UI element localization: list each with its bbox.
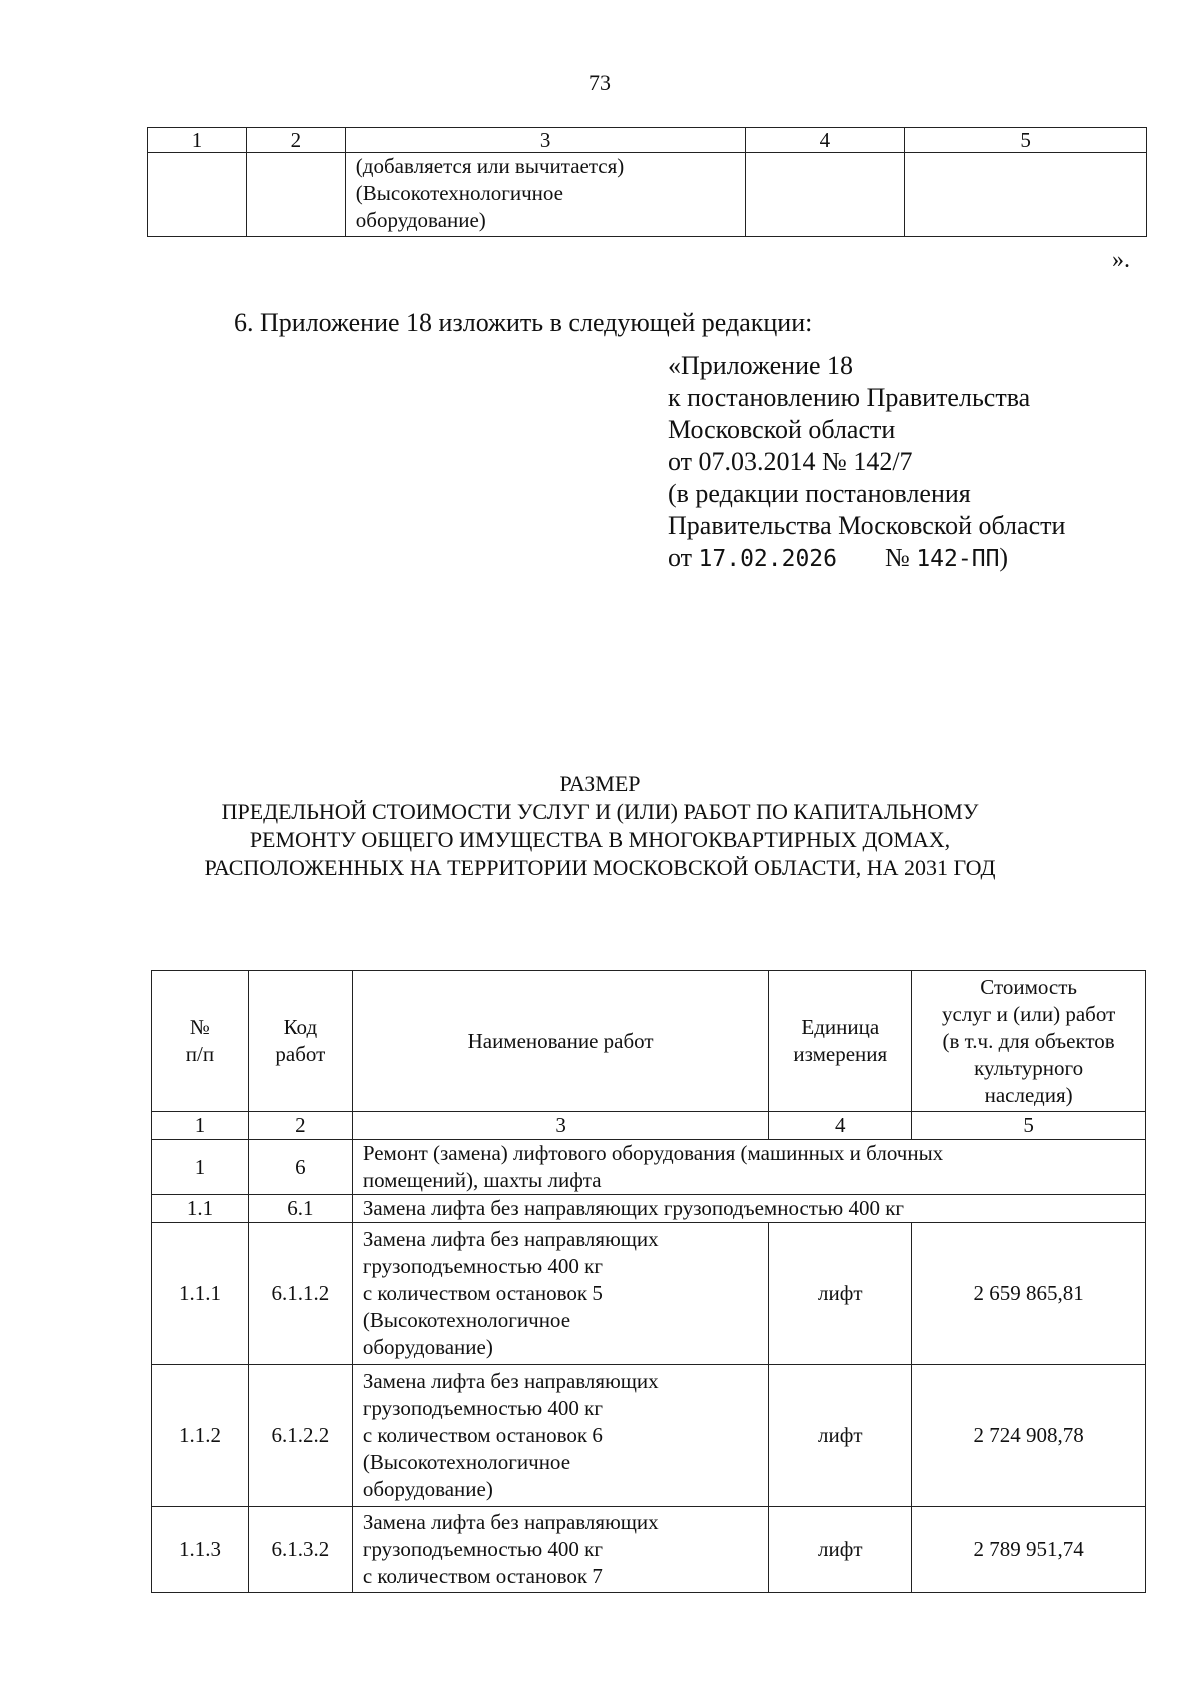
header-line: услуг и (или) работ	[942, 1001, 1116, 1026]
text-line: грузоподъемностью 400 кг	[362, 1396, 603, 1420]
text-line: (Высокотехнологичное	[362, 1450, 571, 1474]
document-title	[0, 770, 1200, 882]
appendix-line: к постановлению Правительства	[668, 383, 1031, 412]
header-line: п/п	[185, 1042, 215, 1066]
text-line: помещений), шахты лифта	[362, 1168, 602, 1192]
numbering-cell: 5	[912, 1112, 1146, 1140]
header-line: наследия)	[984, 1082, 1073, 1107]
row-unit: лифт	[769, 1223, 912, 1365]
cost-table	[151, 970, 1146, 1593]
header-cell: 5	[905, 128, 1147, 153]
header-cell: 3	[345, 128, 745, 153]
appendix-reference	[668, 350, 1065, 575]
text-line: (Высокотехнологичное	[355, 181, 563, 205]
text-line: Замена лифта без направляющих	[362, 1369, 659, 1393]
row-unit: лифт	[769, 1507, 912, 1593]
table-row	[152, 1365, 1146, 1507]
table-cell	[905, 153, 1147, 237]
numbering-cell: 3	[352, 1112, 769, 1140]
header-line: культурного	[974, 1055, 1084, 1080]
text-line: с количеством остановок 6	[362, 1423, 603, 1447]
work-name-cell	[352, 1365, 769, 1507]
numbering-cell: 2	[248, 1112, 352, 1140]
date-prefix: от	[668, 543, 699, 572]
subsection-name: Замена лифта без направляющих грузоподъемностью 400 кг	[352, 1195, 1145, 1223]
row-cost: 2 789 951,74	[912, 1507, 1146, 1593]
header-cost	[912, 971, 1146, 1112]
row-code: 6.1.1.2	[248, 1223, 352, 1365]
header-line: Код	[283, 1015, 318, 1039]
date-stamp: 17.02.2026	[698, 546, 838, 572]
continued-table-row	[148, 153, 1147, 237]
header-num	[152, 971, 249, 1112]
row-code: 6.1	[248, 1195, 352, 1223]
number-stamp: 142-ПП	[916, 546, 1000, 572]
numbering-cell: 1	[152, 1112, 249, 1140]
subsection-row	[152, 1195, 1146, 1223]
table-cell	[148, 153, 247, 237]
section-row	[152, 1140, 1146, 1195]
numbering-cell: 4	[769, 1112, 912, 1140]
appendix-line: (в редакции постановления	[668, 479, 971, 508]
row-num: 1.1.3	[152, 1507, 249, 1593]
text-line: с количеством остановок 7	[362, 1564, 603, 1588]
header-unit	[769, 971, 912, 1112]
text-line: Ремонт (замена) лифтового оборудования (машинных и блочных	[362, 1141, 944, 1165]
appendix-line: Московской области	[668, 415, 896, 444]
header-cell: 4	[745, 128, 905, 153]
header-line: №	[189, 1015, 210, 1039]
header-code	[248, 971, 352, 1112]
text-line: оборудование)	[362, 1477, 493, 1501]
header-line: Единица	[801, 1015, 880, 1039]
row-code: 6	[248, 1140, 352, 1195]
number-prefix: №	[885, 543, 917, 572]
header-line: работ	[275, 1042, 326, 1066]
row-num: 1.1.2	[152, 1365, 249, 1507]
table-cell	[246, 153, 345, 237]
row-num: 1.1	[152, 1195, 249, 1223]
appendix-line: «Приложение 18	[668, 351, 854, 380]
table-cell	[745, 153, 905, 237]
title-line: РАСПОЛОЖЕННЫХ НА ТЕРРИТОРИИ МОСКОВСКОЙ ОБЛАСТИ, НА 2031 ГОД	[204, 855, 996, 880]
row-code: 6.1.2.2	[248, 1365, 352, 1507]
appendix-line: Правительства Московской области	[668, 511, 1066, 540]
header-line: Стоимость	[980, 974, 1077, 999]
text-line: грузоподъемностью 400 кг	[362, 1254, 603, 1278]
table-row	[152, 1223, 1146, 1365]
cost-table-numbering-row	[152, 1112, 1146, 1140]
title-line: ПРЕДЕЛЬНОЙ СТОИМОСТИ УСЛУГ И (ИЛИ) РАБОТ ПО КАПИТАЛЬНОМУ	[221, 799, 979, 824]
closing-quote: ».	[1112, 247, 1130, 273]
text-line: (добавляется или вычитается)	[355, 154, 625, 178]
text-line: (Высокотехнологичное	[362, 1308, 571, 1332]
row-unit: лифт	[769, 1365, 912, 1507]
row-num: 1.1.1	[152, 1223, 249, 1365]
row-cost: 2 724 908,78	[912, 1365, 1146, 1507]
work-name-cell	[352, 1507, 769, 1593]
appendix-date-line	[668, 542, 1065, 575]
header-line: Наименование работ	[467, 1028, 654, 1053]
header-work-name	[352, 971, 769, 1112]
paragraph-6: 6. Приложение 18 изложить в следующей редакции:	[234, 308, 813, 337]
cost-table-header-row	[152, 971, 1146, 1112]
row-cost: 2 659 865,81	[912, 1223, 1146, 1365]
text-line: оборудование)	[355, 208, 486, 232]
section-name	[352, 1140, 1145, 1195]
closing-paren: )	[999, 543, 1009, 572]
table-row	[152, 1507, 1146, 1593]
text-line: Замена лифта без направляющих	[362, 1510, 659, 1534]
work-name-cell	[345, 153, 745, 237]
header-cell: 1	[148, 128, 247, 153]
header-cell: 2	[246, 128, 345, 153]
text-line: грузоподъемностью 400 кг	[362, 1537, 603, 1561]
continued-table-header-row	[148, 128, 1147, 153]
title-line: РЕМОНТУ ОБЩЕГО ИМУЩЕСТВА В МНОГОКВАРТИРНЫХ ДОМАХ,	[249, 827, 951, 852]
appendix-line: от 07.03.2014 № 142/7	[668, 447, 913, 476]
title-line: РАЗМЕР	[559, 771, 641, 796]
text-line: с количеством остановок 5	[362, 1281, 603, 1305]
row-num: 1	[152, 1140, 249, 1195]
text-line: Замена лифта без направляющих	[362, 1227, 659, 1251]
page-number: 73	[589, 70, 611, 95]
header-line: (в т.ч. для объектов	[942, 1028, 1115, 1053]
text-line: оборудование)	[362, 1335, 493, 1359]
continued-table	[147, 127, 1147, 237]
work-name-cell	[352, 1223, 769, 1365]
row-code: 6.1.3.2	[248, 1507, 352, 1593]
header-line: измерения	[793, 1042, 888, 1066]
